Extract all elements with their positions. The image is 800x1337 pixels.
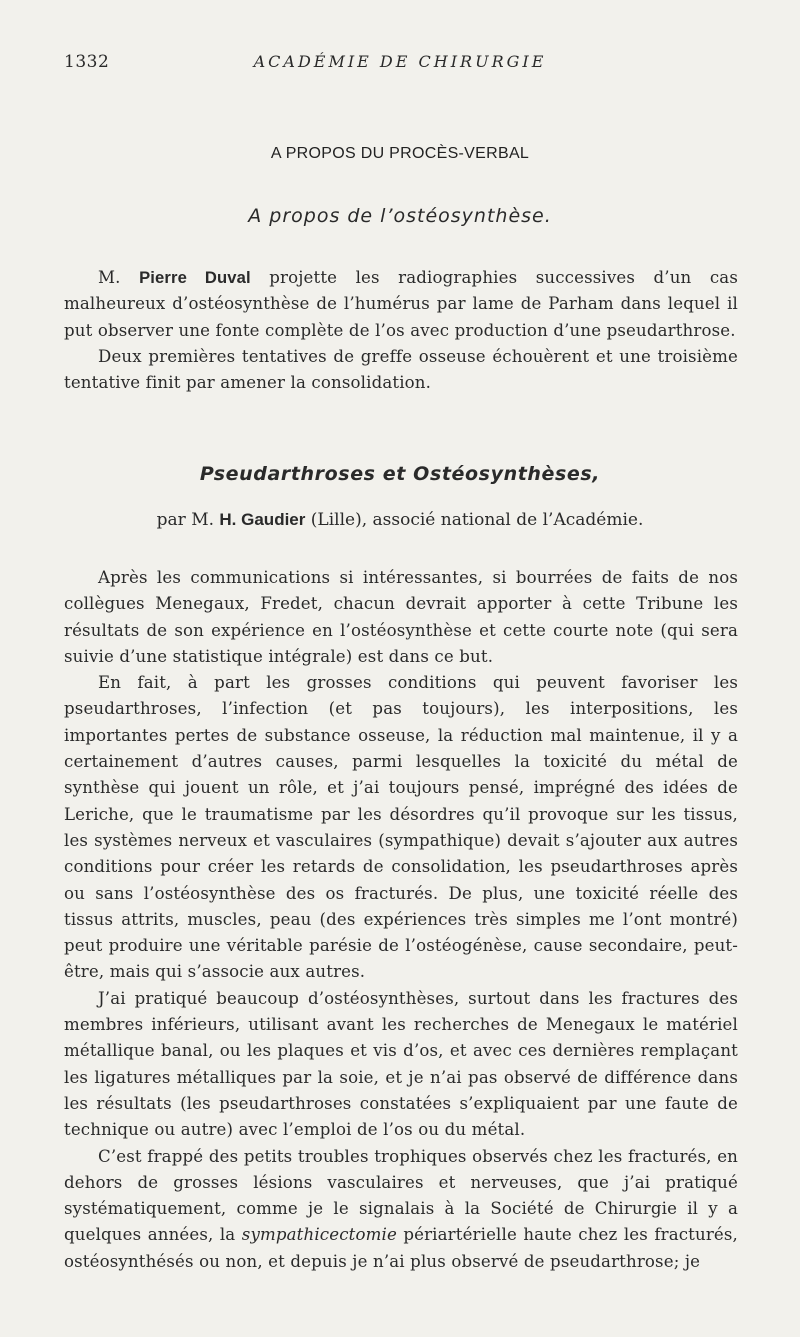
byline-prefix: par M.: [156, 510, 214, 530]
paragraph: J’ai pratiqué beaucoup d’ostéosynthèses, surtout dans les fractures des membres inférieurs, utilisant avant les recherches de Menegaux le matériel métallique banal, ou les plaques et vis d’os, et avec ces dernières remplaçant les ligatures métalliques par la soie, et je n’ai pas observé de différence dans les résultats (les pseudarthroses constatées s’expliquaient par une faute de technique ou autre) avec l’emploi de l’os ou du métal.: [64, 988, 738, 1140]
italic-term: sympathicectomie: [241, 1225, 397, 1245]
paragraph: [64, 265, 738, 344]
paragraph: Deux premières tentatives de greffe osseuse échouèrent et une troisième tentative finit par amener la consolidation.: [64, 346, 738, 393]
running-head: [64, 52, 736, 76]
paragraph-prefix: M.: [98, 268, 121, 287]
byline-author: H. Gaudier: [219, 510, 306, 529]
paragraph: [64, 1144, 738, 1275]
paragraph-text: périartérielle haute chez les fracturés, ostéosynthésés ou non, et depuis je n’ai plus observé de pseudarthrose; je: [64, 1225, 738, 1271]
journal-title: ACADÉMIE DE CHIRURGIE: [253, 52, 547, 71]
article-title-pseudarthroses: Pseudarthroses et Ostéosynthèses,: [199, 463, 601, 485]
paragraph: Après les communications si intéressantes, si bourrées de faits de nos collègues Menegaux, Fredet, chacun devrait apporter à cette Tribune les résultats de son expérience en l’ostéosynthèse et cette courte note (qui sera suivie d’une statistique intégrale) est dans ce but.: [64, 568, 738, 666]
section-heading: A PROPOS DU PROCÈS-VERBAL: [270, 145, 530, 162]
article-1-body: [64, 265, 738, 396]
byline: [0, 510, 800, 530]
page-number: 1332: [64, 52, 110, 72]
article-2-body: [64, 565, 738, 1275]
author-name: Pierre Duval: [139, 268, 251, 287]
paragraph-text: C’est frappé des petits troubles trophiques observés chez les fracturés, en dehors de grosses lésions vasculaires et nerveuses, que j’ai pratiqué systématiquement, comme je le signalais à la Société de Chirurgie il y a quelques années, la: [64, 1146, 738, 1245]
paragraph: En fait, à part les grosses conditions qui peuvent favoriser les pseudarthroses, l’infection (et pas toujours), les interpositions, les importantes pertes de substance osseuse, la réduction mal maintenue, il y a certainement d’autres causes, parmi lesquelles la toxicité du métal de synthèse qui jouent un rôle, et j’ai toujours pensé, imprégné des idées de Leriche, que le traumatisme par les désordres qu’il provoque sur les tissus, les systèmes nerveux et vasculaires (sympathique) devait s’ajouter aux autres conditions pour créer les retards de consolidation, les pseudarthroses après ou sans l’ostéosynthèse des os fracturés. De plus, une toxicité réelle des tissus attrits, muscles, peau (des expériences très simples me l’ont montré) peut produire une véritable parésie de l’ostéogénèse, cause secondaire, peut-être, mais qui s’associe aux autres.: [64, 673, 738, 982]
article-title-osteosynthese: A propos de l’ostéosynthèse.: [248, 205, 552, 227]
paragraph-text: projette les radiographies successives d’un cas malheureux d’ostéosynthèse de l’humérus par lame de Parham dans lequel il put observer une fonte complète de l’os avec production d’une pseudarthrose.: [64, 268, 738, 340]
byline-affiliation: (Lille), associé national de l’Académie.: [310, 510, 644, 530]
